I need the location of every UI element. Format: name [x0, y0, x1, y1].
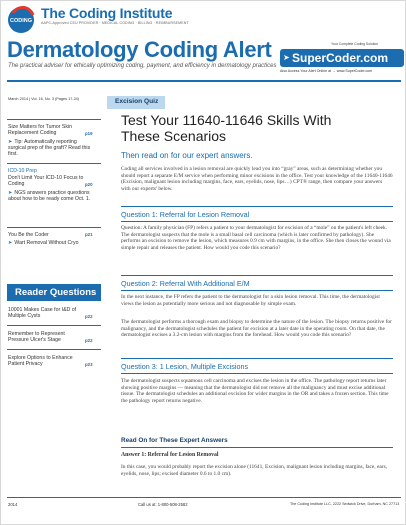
question-divider	[121, 290, 393, 291]
answer-heading: Answer 1: Referral for Lesion Removal	[121, 452, 219, 458]
question-text: In the next instance, the FP refers the patient to the dermatologist for a skin lesion removal. This time, the dermatologist views the lesion as potentially more serious and not diagnosable by simple exam.	[121, 294, 380, 307]
sidebar-tip-text: Tip: Automatically reporting surgical prep of the graft? Read this first.	[8, 139, 91, 157]
question-divider	[121, 206, 393, 207]
reader-questions-title: Reader Questions	[15, 287, 97, 298]
bullet-arrow-icon: ➤	[8, 139, 13, 145]
sidebar-item-tip[interactable]	[8, 190, 94, 202]
question-divider	[121, 358, 393, 359]
article-subtitle: Then read on for our expert answers.	[121, 151, 253, 160]
sidebar-tip-text: Wart Removal Without Cryo	[14, 240, 79, 246]
reader-question-page: p22	[85, 314, 93, 319]
supercoder-badge[interactable]	[280, 49, 404, 67]
reader-question-title[interactable]: 10001 Makes Case for I&D of Multiple Cysts	[8, 307, 77, 319]
bullet-arrow-icon: ➤	[8, 190, 13, 196]
question-text: The dermatologist suspects squamous cell carcinoma and excises the lesion in the office. The pathology report returns later showing positive margins — meaning that the dermatologist did not remove all the malignancy and must excise additional tissue. The dermatologist schedules an additional excision for wider margins in the OR and takes a frozen section. This time the pathology report returns negative.	[121, 378, 389, 404]
section-tab	[107, 96, 165, 109]
coding-institute-logo-icon	[7, 5, 39, 35]
answers-divider	[121, 447, 393, 448]
supercoder-arrow-icon: ➤	[283, 53, 290, 62]
sidebar-tip-text: NGS answers practice questions about how to be ready come Oct. 1.	[8, 190, 91, 202]
answer-text: In this case, you would probably report the excision alone (11641, Excision, malignant lesion including margins, face, ears, eyelids, nose, lips; excised diameter 0.6 to 1.0 cm).	[121, 464, 388, 477]
question-heading: Question 1: Referral for Lesion Removal	[121, 210, 250, 219]
issue-info: March 2014 | Vol. 16, No. 3 (Pages 17-24)	[8, 97, 80, 101]
sidebar-item-page: p19	[85, 131, 93, 136]
sidebar-divider	[7, 227, 101, 228]
question-divider	[121, 373, 393, 374]
question-heading: Question 2: Referral With Additional E/M	[121, 279, 250, 288]
footer-phone: Call us at: 1-800-508-2582	[138, 502, 188, 507]
question-text: Question: A family physician (FP) refers a patient to your dermatologist for excision of a “mole” on the patient's left cheek. The dermatologist suspects that the mole is a small basal cell carcinoma (which is later confirmed by pathology). She performs an excision to remove the lesion, which measures 0.9 cm with margins, in the office. She then closes the wound via simple repair and releases the patient. How would you code this scenario?	[121, 225, 391, 251]
reader-question-title[interactable]: Remember to Represent Pressure Ulcer's Stage	[8, 331, 65, 343]
question-divider	[121, 221, 393, 222]
answers-heading: Read On for These Expert Answers	[121, 437, 228, 444]
sidebar-divider	[7, 119, 101, 120]
header-divider	[7, 80, 401, 82]
institute-tagline: AAPC-Approved CEU PROVIDER · MEDICAL CODING · BILLING · REIMBURSEMENT	[41, 21, 189, 25]
question-text-continued: The dermatologist performs a thorough exam and biopsy to determine the nature of the lesion. The biopsy returns positive for malignancy, and the dermatologist schedules the patient for excision at a later date in the operating room. On that date, the dermatologist excises a 3.2-cm lesion with margins from the forehead. How would you code this scenario?	[121, 319, 392, 339]
svg-text:CODING: CODING	[10, 18, 32, 24]
sidebar-item-title[interactable]: You Be the Coder	[8, 232, 49, 238]
alert-title: Dermatology Coding Alert	[7, 37, 272, 62]
article-title: Test Your 11640-11646 Skills With These Scenarios	[121, 112, 332, 144]
sidebar-item-tip[interactable]	[8, 139, 94, 157]
sidebar-divider	[7, 163, 101, 164]
sidebar-item-title[interactable]: Don't Limit Your ICD-10 Focus to Coding	[8, 175, 84, 187]
reader-questions-banner	[7, 284, 101, 301]
reader-question-page: p22	[85, 338, 93, 343]
footer-year: 2014	[8, 502, 18, 507]
sidebar-item-page: p21	[85, 232, 93, 237]
footer-divider	[7, 497, 401, 498]
supercoder-label: SuperCoder.com	[292, 51, 389, 65]
sidebar-divider	[7, 349, 101, 350]
sidebar-section-label: ICD-10 Prep	[8, 168, 37, 174]
sidebar-item-page: p20	[85, 182, 93, 187]
question-heading: Question 3: 1 Lesion, Multiple Excisions	[121, 362, 249, 371]
sidebar-divider	[7, 325, 101, 326]
supercoder-tagline: Your Complete Coding Solution	[331, 42, 379, 46]
reader-question-page: p23	[85, 362, 93, 367]
supercoder-access-line[interactable]: Also Access Your Alert Online at → www.SuperCoder.com	[280, 69, 373, 73]
footer-address: The Coding Institute LLC, 2222 Sedwick Drive, Durham, NC 27713	[290, 502, 400, 506]
sidebar-item-tip[interactable]	[8, 240, 94, 246]
alert-subtitle: The practical adviser for ethically optimizing coding, payment, and efficiency in dermatology practices	[8, 63, 277, 69]
question-divider	[121, 275, 393, 276]
bullet-arrow-icon: ➤	[8, 240, 13, 246]
article-intro: Coding all services involved in a lesion removal are quickly lead you into “gray” areas, such as determining whether you should report a separate E/M service when performing minor excisions in the office. Test your knowledge of the 11640-11646 (Excision, malignant lesion including margins, face, ears, eyelids, nose, lips…) CPT® range, then compare your answers with our experts' below.	[121, 166, 393, 192]
reader-question-title[interactable]: Explore Options to Enhance Patient Privacy	[8, 355, 73, 367]
sidebar-item-title[interactable]: Size Matters for Tumor Skin Replacement Coding	[8, 124, 72, 136]
section-tab-label: Excision Quiz	[115, 98, 159, 105]
institute-name: The Coding Institute	[41, 5, 173, 21]
